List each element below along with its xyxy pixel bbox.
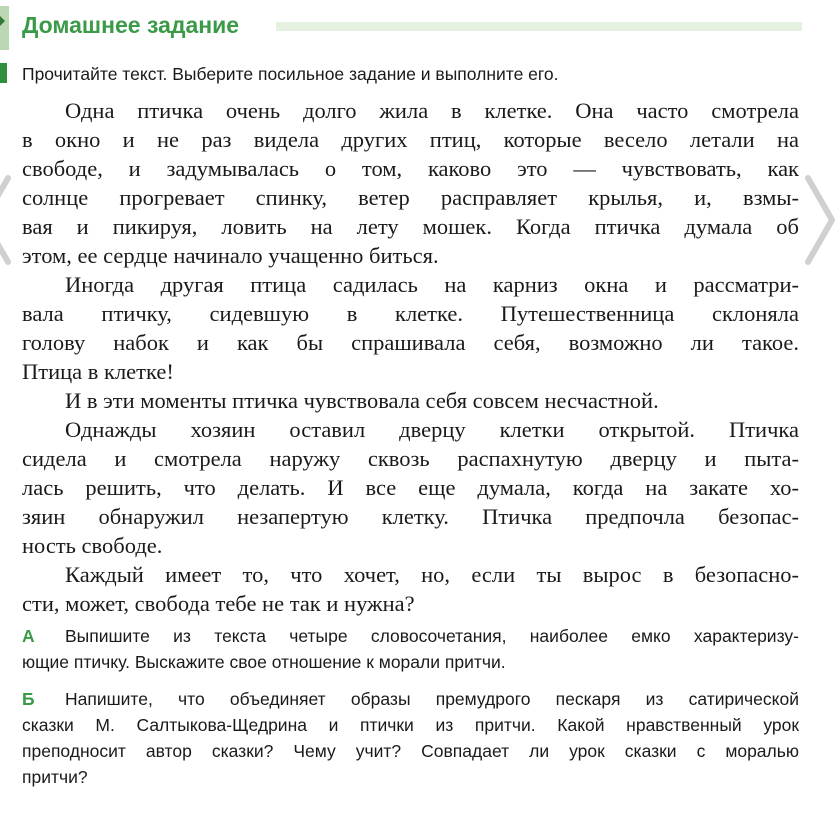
task-line: преподносит автор сказки? Чему учит? Совпадает ли урок сказки с моралью bbox=[22, 741, 799, 761]
story-line: сти, может, свобода тебе не так и нужна? bbox=[22, 591, 415, 616]
section-tab bbox=[0, 6, 9, 50]
story-line: в окно и не раз видела других птиц, которые весело летали на bbox=[22, 127, 799, 152]
story-line: Одна птичка очень долго жила в клетке. Она часто смотрела bbox=[65, 98, 799, 123]
story-line: зяин обнаружил незапертую клетку. Птичка предпочла безопас- bbox=[22, 504, 799, 529]
section-title: Домашнее задание bbox=[22, 12, 240, 38]
parable-text bbox=[22, 96, 799, 618]
task-a-letter: А bbox=[22, 626, 35, 646]
next-page-button[interactable] bbox=[802, 170, 838, 275]
story-line: Однажды хозяин оставил дверцу клетки открытой. Птичка bbox=[65, 417, 799, 442]
story-line: Птица в клетке! bbox=[22, 359, 174, 384]
story-line: лась решить, что делать. И все еще думала, когда на закате хо- bbox=[22, 475, 799, 500]
story-line: свободе, и задумывалась о том, каково это — чувствовать, как bbox=[22, 156, 799, 181]
task-b-letter: Б bbox=[22, 689, 35, 709]
header-rule bbox=[276, 22, 802, 31]
chevron-right-icon bbox=[802, 170, 838, 270]
story-line: этом, ее сердце начинало учащенно биться. bbox=[22, 243, 439, 268]
story-line: Иногда другая птица садилась на карниз окна и рассматри- bbox=[65, 272, 799, 297]
task-b bbox=[22, 686, 799, 790]
story-line: вая и пикируя, ловить на лету мошек. Когда птичка думала об bbox=[22, 214, 799, 239]
story-line: Каждый имеет то, что хочет, но, если ты вырос в безопасно- bbox=[65, 562, 799, 587]
task-a bbox=[22, 623, 799, 675]
task-line: Выпишите из текста четыре словосочетания, наиболее емко характеризу- bbox=[65, 626, 799, 646]
story-line: И в эти моменты птичка чувствовала себя совсем несчастной. bbox=[65, 388, 659, 413]
story-line: ность свободе. bbox=[22, 533, 163, 558]
task-line: ющие птичку. Выскажите свое отношение к морали притчи. bbox=[22, 652, 506, 672]
instruction-marker bbox=[0, 63, 7, 83]
chevron-left-icon bbox=[0, 170, 14, 270]
story-line: вала птичку, сидевшую в клетке. Путешественница склоняла bbox=[22, 301, 799, 326]
task-line: притчи? bbox=[22, 767, 88, 787]
task-line: сказки М. Салтыкова-Щедрина и птички из притчи. Какой нравственный урок bbox=[22, 715, 799, 735]
story-line: голову набок и как бы спрашивала себя, возможно ли такое. bbox=[22, 330, 799, 355]
story-line: солнце прогревает спинку, ветер расправляет крылья, и, взмы- bbox=[22, 185, 799, 210]
task-line: Напишите, что объединяет образы премудрого пескаря из сатирической bbox=[65, 689, 799, 709]
story-line: сидела и смотрела наружу сквозь распахнутую дверцу и пыта- bbox=[22, 446, 799, 471]
previous-page-button[interactable] bbox=[0, 170, 14, 275]
section-header bbox=[22, 10, 802, 40]
section-tab-arrow-icon bbox=[0, 16, 5, 26]
instruction-text: Прочитайте текст. Выберите посильное задание и выполните его. bbox=[22, 64, 559, 84]
